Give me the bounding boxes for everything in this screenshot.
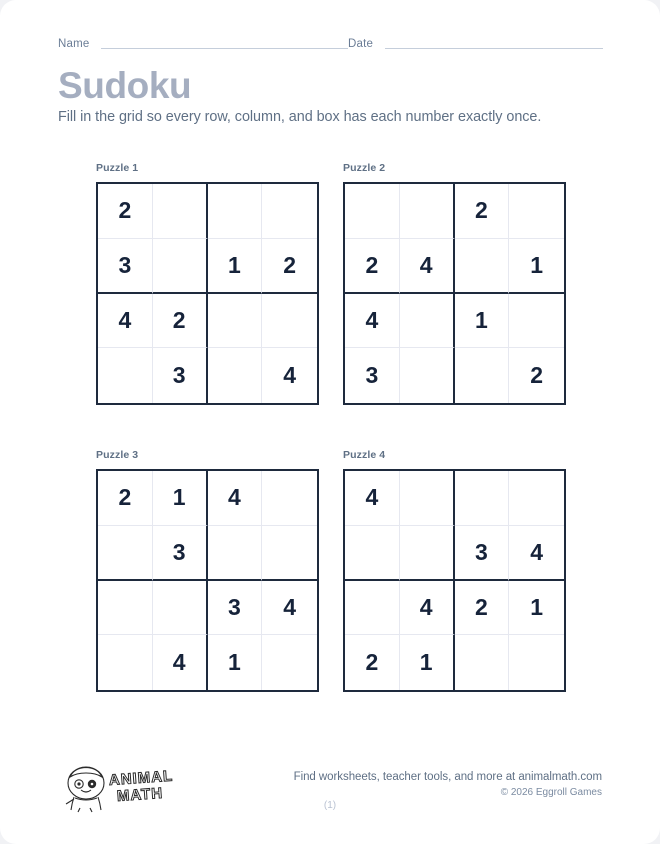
puzzle-1-cell-r1c4[interactable] [262, 184, 317, 239]
puzzle-4-cell-r3c4[interactable]: 1 [509, 581, 564, 636]
puzzle-1-cell-r1c3[interactable] [208, 184, 263, 239]
puzzle-4-cell-r1c4[interactable] [509, 471, 564, 526]
puzzle-3-cell-r3c2[interactable] [153, 581, 208, 636]
puzzle-4-cell-r4c3[interactable] [455, 635, 510, 690]
puzzle-2-cell-r1c1[interactable] [345, 184, 400, 239]
puzzle-2 [343, 162, 566, 405]
puzzle-4 [343, 449, 566, 692]
puzzle-3-cell-r1c2[interactable]: 1 [153, 471, 208, 526]
puzzle-4-cell-r4c2[interactable]: 1 [400, 635, 455, 690]
puzzle-3-cell-r4c4[interactable] [262, 635, 317, 690]
puzzle-1-cell-r3c4[interactable] [262, 294, 317, 349]
footer [0, 757, 660, 827]
puzzle-1-cell-r3c2[interactable]: 2 [153, 294, 208, 349]
page-number: (1) [323, 800, 337, 811]
puzzle-4-cell-r3c3[interactable]: 2 [455, 581, 510, 636]
puzzle-1-cell-r1c2[interactable] [153, 184, 208, 239]
puzzle-4-cell-r3c1[interactable] [345, 581, 400, 636]
puzzle-4-cell-r4c1[interactable]: 2 [345, 635, 400, 690]
puzzle-1-cell-r4c3[interactable] [208, 348, 263, 403]
name-field[interactable] [58, 38, 348, 52]
puzzle-2-cell-r2c3[interactable] [455, 239, 510, 294]
puzzle-4-cell-r2c2[interactable] [400, 526, 455, 581]
puzzle-3-cell-r4c1[interactable] [98, 635, 153, 690]
puzzle-3-cell-r1c1[interactable]: 2 [98, 471, 153, 526]
puzzle-4-cell-r3c2[interactable]: 4 [400, 581, 455, 636]
student-info-row [58, 38, 603, 52]
puzzle-2-label: Puzzle 2 [343, 162, 386, 174]
puzzle-1-label: Puzzle 1 [96, 162, 139, 174]
puzzle-3-cell-r2c4[interactable] [262, 526, 317, 581]
puzzle-1-cell-r4c4[interactable]: 4 [283, 362, 297, 389]
puzzle-4-grid [343, 469, 566, 692]
puzzle-4-cell-r1c3[interactable] [455, 471, 510, 526]
name-label: Name [58, 38, 90, 50]
date-write-line[interactable] [385, 48, 603, 49]
puzzle-2-cell-r2c2[interactable]: 4 [400, 239, 455, 294]
puzzle-1-cell-r1c1[interactable]: 2 [98, 184, 153, 239]
puzzle-2-cell-r4c1[interactable]: 3 [345, 348, 400, 403]
puzzle-2-cell-r4c3[interactable] [455, 348, 510, 403]
puzzle-3-cell-r4c2[interactable]: 4 [153, 635, 208, 690]
puzzle-3-cell-r2c3[interactable] [208, 526, 263, 581]
puzzle-4-cell-r2c1[interactable] [345, 526, 400, 581]
logo-text-animal: ANIMAL [108, 767, 174, 790]
footer-copyright: © 2026 Eggroll Games [500, 787, 602, 798]
puzzle-container [96, 162, 566, 692]
puzzle-3-cell-r3c3[interactable]: 3 [208, 581, 263, 636]
puzzle-1-grid [96, 182, 319, 405]
puzzle-2-cell-r3c3[interactable]: 1 [455, 294, 510, 349]
page-title: Sudoku [58, 65, 192, 106]
puzzle-4-label: Puzzle 4 [343, 449, 386, 461]
puzzle-2-cell-r3c1[interactable]: 4 [345, 294, 400, 349]
logo-text-math: MATH [116, 784, 164, 806]
puzzle-4-cell-r2c4[interactable]: 4 [509, 526, 564, 581]
date-label: Date [348, 38, 374, 50]
puzzle-row-2 [96, 449, 566, 692]
puzzle-4-cell-r4c4[interactable] [509, 635, 564, 690]
puzzle-3 [96, 449, 319, 692]
puzzle-4-cell-r1c1[interactable]: 4 [345, 471, 400, 526]
footer-text-block [294, 769, 602, 800]
puzzle-2-cell-r4c2[interactable] [400, 348, 455, 403]
puzzle-1-cell-r4c2[interactable]: 3 [153, 348, 208, 403]
puzzle-2-cell-r3c4[interactable] [509, 294, 564, 349]
puzzle-1-cell-r4c1[interactable] [98, 348, 153, 403]
puzzle-2-cell-r1c2[interactable] [400, 184, 455, 239]
footer-tagline: Find worksheets, teacher tools, and more at animalmath.com [293, 771, 602, 783]
puzzle-2-cell-r3c2[interactable] [400, 294, 455, 349]
puzzle-4-cell-r2c3[interactable]: 3 [455, 526, 510, 581]
puzzle-1-cell-r3c3[interactable] [208, 294, 263, 349]
puzzle-1-cell-r2c4[interactable]: 2 [262, 239, 317, 294]
puzzle-1-cell-r2c1[interactable]: 3 [98, 239, 153, 294]
puzzle-1-cell-r2c3[interactable]: 1 [208, 239, 263, 294]
puzzle-1-cell-r3c1[interactable]: 4 [98, 294, 153, 349]
puzzle-3-cell-r1c3[interactable]: 4 [208, 471, 263, 526]
puzzle-3-cell-r2c2[interactable]: 3 [153, 526, 208, 581]
puzzle-2-cell-r1c4[interactable] [509, 184, 564, 239]
puzzle-2-cell-r2c1[interactable]: 2 [345, 239, 400, 294]
puzzle-4-cell-r1c2[interactable] [400, 471, 455, 526]
instructions-text: Fill in the grid so every row, column, and box has each number exactly once. [58, 109, 542, 125]
puzzle-2-cell-r4c4[interactable]: 2 [530, 362, 544, 389]
puzzle-3-cell-r1c4[interactable] [262, 471, 317, 526]
puzzle-3-cell-r3c1[interactable] [98, 581, 153, 636]
puzzle-2-grid [343, 182, 566, 405]
date-field[interactable] [348, 38, 603, 52]
puzzle-2-cell-r1c3[interactable]: 2 [455, 184, 510, 239]
puzzle-1 [96, 162, 319, 405]
puzzle-3-cell-r2c1[interactable] [98, 526, 153, 581]
puzzle-3-grid [96, 469, 319, 692]
puzzle-3-cell-r4c3[interactable]: 1 [208, 635, 263, 690]
puzzle-2-cell-r2c4[interactable]: 1 [509, 239, 564, 294]
puzzle-row-1 [96, 162, 566, 405]
puzzle-3-label: Puzzle 3 [96, 449, 139, 461]
puzzle-3-cell-r3c4[interactable]: 4 [262, 581, 317, 636]
puzzle-1-cell-r2c2[interactable] [153, 239, 208, 294]
name-write-line[interactable] [101, 48, 348, 49]
